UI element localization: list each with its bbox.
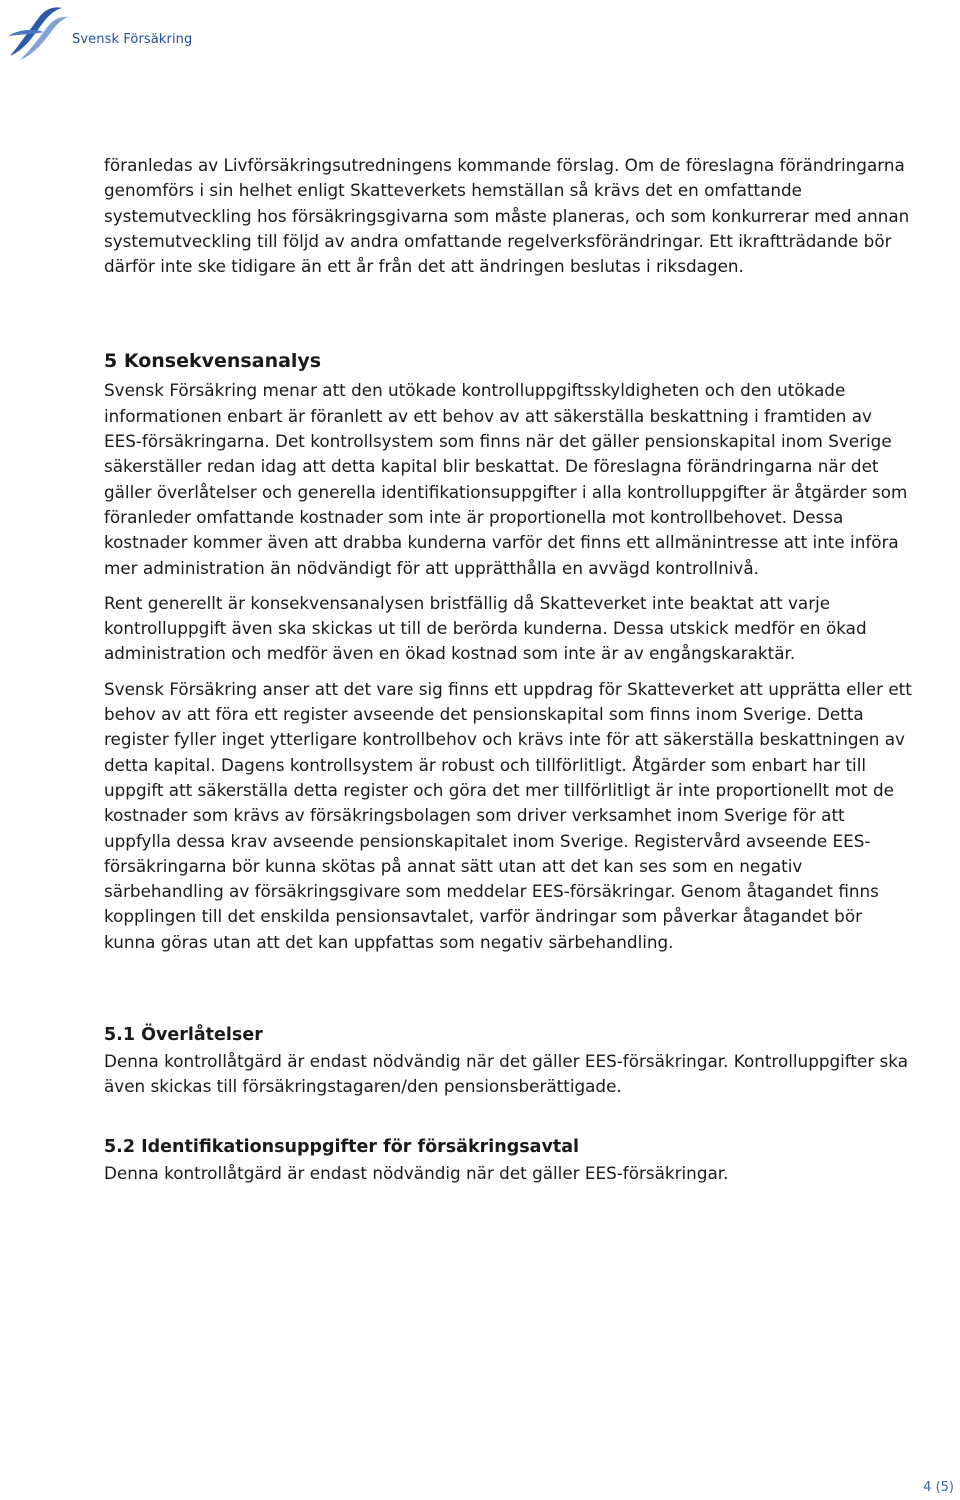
section-heading-konsekvensanalys: 5 Konsekvensanalys [104, 350, 322, 373]
subsection-heading-identifikationsuppgifter: 5.2 Identifikationsuppgifter för försäkringsavtal [104, 1136, 580, 1157]
subsection-paragraph: Denna kontrollåtgärd är endast nödvändig när det gäller EES-försäkringar. [104, 1162, 729, 1183]
logo-text: Svensk Försäkring [72, 32, 193, 47]
page-number: 4 (5) [923, 1480, 954, 1495]
document-body [104, 153, 914, 1186]
section-paragraph: Svensk Försäkring menar att den utökade kontrolluppgiftsskyldigheten och den utökade informationen enbart är föranlett av ett behov av att säkerställa beskattning i framtiden av EES-försäkringarna. Det kontrollsystem som finns när det gäller pensionskapital inom Sverige säkerställer redan idag att detta kapital blir beskattat. De föreslagna förändringarna när det gäller överlåtelser och generella identifikationsuppgifter i alla kontrolluppgifter är åtgärder som föranleder omfattande kostnader som inte är proportionella mot kontrollbehovet. Dessa kostnader kommer även att drabba kunderna varför det finns ett allmänintresse att inte införa mer administration än nödvändigt för att upprätthålla en avvägd kontrollnivå. [104, 380, 908, 578]
logo-swoosh-icon [6, 4, 70, 62]
subsection-paragraph: Denna kontrollåtgärd är endast nödvändig när det gäller EES-försäkringar. Kontrolluppgifter ska även skickas till försäkringstagaren/den pensionsberättigade. [104, 1051, 909, 1097]
intro-paragraph: föranledas av Livförsäkringsutredningens kommande förslag. Om de föreslagna förändringarna genomförs i sin helhet enligt Skatteverkets hemställan så krävs det en omfattande systemutveckling hos försäkringsgivarna som måste planeras, och som konkurrerar med annan systemutveckling till följd av andra omfattande regelverksförändringar. Ett ikraftträdande bör därför inte ske tidigare än ett år från det att ändringen beslutas i riksdagen. [104, 155, 910, 277]
subsection-heading-overlatelser: 5.1 Överlåtelser [104, 1025, 263, 1046]
section-paragraph: Rent generellt är konsekvensanalysen bristfällig då Skatteverket inte beaktat att varje kontrolluppgift även ska skickas ut till de berörda kunderna. Dessa utskick medför en ökad administration och medför även en ökad kostnad som inte är av engångskaraktär. [104, 592, 867, 664]
section-paragraph: Svensk Försäkring anser att det vare sig finns ett uppdrag för Skatteverket att upprätta eller ett behov av att föra ett register avseende det pensionskapital som finns inom Sverige. Detta register fyller inget ytterligare kontrollbehov och krävs inte för att säkerställa beskattningen av detta kapital. Dagens kontrollsystem är robust och tillförlitligt. Åtgärder som enbart har till uppgift att säkerställa detta register och göra det mer tillförlitligt är inte proportionellt mot de kostnader som krävs av försäkringsbolagen som driver verksamhet inom Sverige för att uppfylla dessa krav avseende pensionskapitalet inom Sverige. Registervård avseende EES-försäkringarna bör kunna skötas på annat sätt utan att det kan ses som en negativ särbehandling av försäkringsgivare som meddelar EES-försäkringar. Genom åtagandet finns kopplingen till det enskilda pensionsavtalet, varför ändringar som påverkar åtagandet bör kunna göras utan att det kan uppfattas som negativ särbehandling. [104, 678, 912, 952]
company-logo [6, 4, 193, 62]
